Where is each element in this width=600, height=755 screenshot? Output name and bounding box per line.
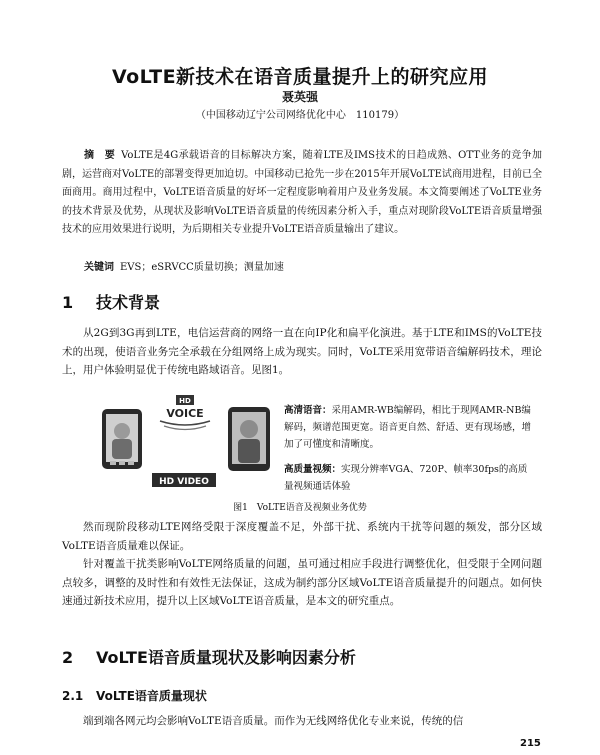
figure-1-description xyxy=(284,402,534,495)
section-1-title: 技术背景 xyxy=(96,293,161,312)
hd-voice-label: 高清语音： xyxy=(284,405,332,416)
author-affiliation: （中国移动辽宁公司网络优化中心 110179） xyxy=(195,110,405,121)
hd-voice-badge xyxy=(160,395,210,430)
subsection-2-1-heading xyxy=(62,687,207,704)
right-phone-icon xyxy=(228,407,270,471)
section-1-heading xyxy=(62,290,160,313)
section-2-title: VoLTE语音质量现状及影响因素分析 xyxy=(96,648,356,667)
keywords-text: EVS；eSRVCC质量切换；测量加速 xyxy=(120,262,284,273)
abstract-label: 摘 要 xyxy=(84,150,116,161)
subsection-2-1-title: VoLTE语音质量现状 xyxy=(96,689,207,703)
abstract-text: VoLTE是4G承载语音的目标解决方案，随着LTE及IMS技术的日趋成熟、OTT业务的竞争加剧，运营商对VoLTE的部署变得更加迫切。中国移动已抢先一步在2015年开展VoLTE试商用进程，目前已全面商用。商用过程中，VoLTE语音质量的好坏一定程度影响着用户及业务发展。本文简要阐述了VoLTE业务的技术背景及优势，从现状及影响VoLTE语音质量的传统因素分析入手，重点对现阶段VoLTE语音质量增强技术的应用效果进行说明，为后期相关专业提升VoLTE语音质量输出了建议。 xyxy=(62,150,543,236)
hq-video-description xyxy=(284,461,534,495)
left-phone-icon xyxy=(102,409,142,469)
page-number: 215 xyxy=(520,738,541,749)
subsection-2-1-number: 2.1 xyxy=(62,689,84,703)
hd-voice-description xyxy=(284,402,534,453)
figure-1-illustration xyxy=(98,393,273,495)
hq-video-text: 实现分辨率VGA、720P、帧率30fps的高质量视频通话体验 xyxy=(284,464,528,492)
body-paragraph-3: 针对覆盖干扰类影响VoLTE网络质量的问题，虽可通过相应手段进行调整优化，但受限于全网问题点较多，调整的及时性和有效性无法保证，这成为制约部分区域VoLTE语音质量提升的问题点。如何快速通过新技术应用，提升以上区域VoLTE语音质量，是本文的研究重点。 xyxy=(62,558,542,608)
hd-voice-text: 采用AMR-WB编解码，相比于现网AMR-NB编解码，频谱范围更宽。语音更自然、舒适、更有现场感，增加了可懂度和清晰度。 xyxy=(284,405,532,450)
paper-title: VoLTE新技术在语音质量提升上的研究应用 xyxy=(111,66,489,88)
figure-1-caption: 图1 VoLTE语音及视频业务优势 xyxy=(233,503,367,513)
section-1-number: 1 xyxy=(62,293,74,312)
keywords xyxy=(84,258,544,273)
author-name: 聂英强 xyxy=(281,90,318,104)
hd-badge-text: HD xyxy=(179,397,191,405)
keywords-label: 关键词 xyxy=(84,262,114,273)
body-paragraph-2: 然而现阶段移动LTE网络受限于深度覆盖不足，外部干扰、系统内干扰等问题的频发，部分区域VoLTE语音质量难以保证。 xyxy=(62,521,542,552)
voice-label: VOICE xyxy=(166,407,204,420)
section-2-heading xyxy=(62,645,356,668)
section-2-number: 2 xyxy=(62,648,74,667)
section-1-paragraph: 从2G到3G再到LTE，电信运营商的网络一直在向IP化和扁平化演进。基于LTE和IMS的VoLTE技术的出现，使语音业务完全承载在分组网络上成为现实。同时，VoLTE采用宽带语音编解码技术，理论上，用户体验明显优于传统电路域语音。见图1。 xyxy=(62,327,542,377)
hd-video-label: HD VIDEO xyxy=(159,477,209,487)
abstract xyxy=(62,147,542,240)
hq-video-label: 高质量视频： xyxy=(284,464,342,475)
hd-video-bar xyxy=(152,473,216,487)
subsection-2-1-paragraph: 端到端各网元均会影响VoLTE语音质量。而作为无线网络优化专业来说，传统的信 xyxy=(83,715,464,727)
